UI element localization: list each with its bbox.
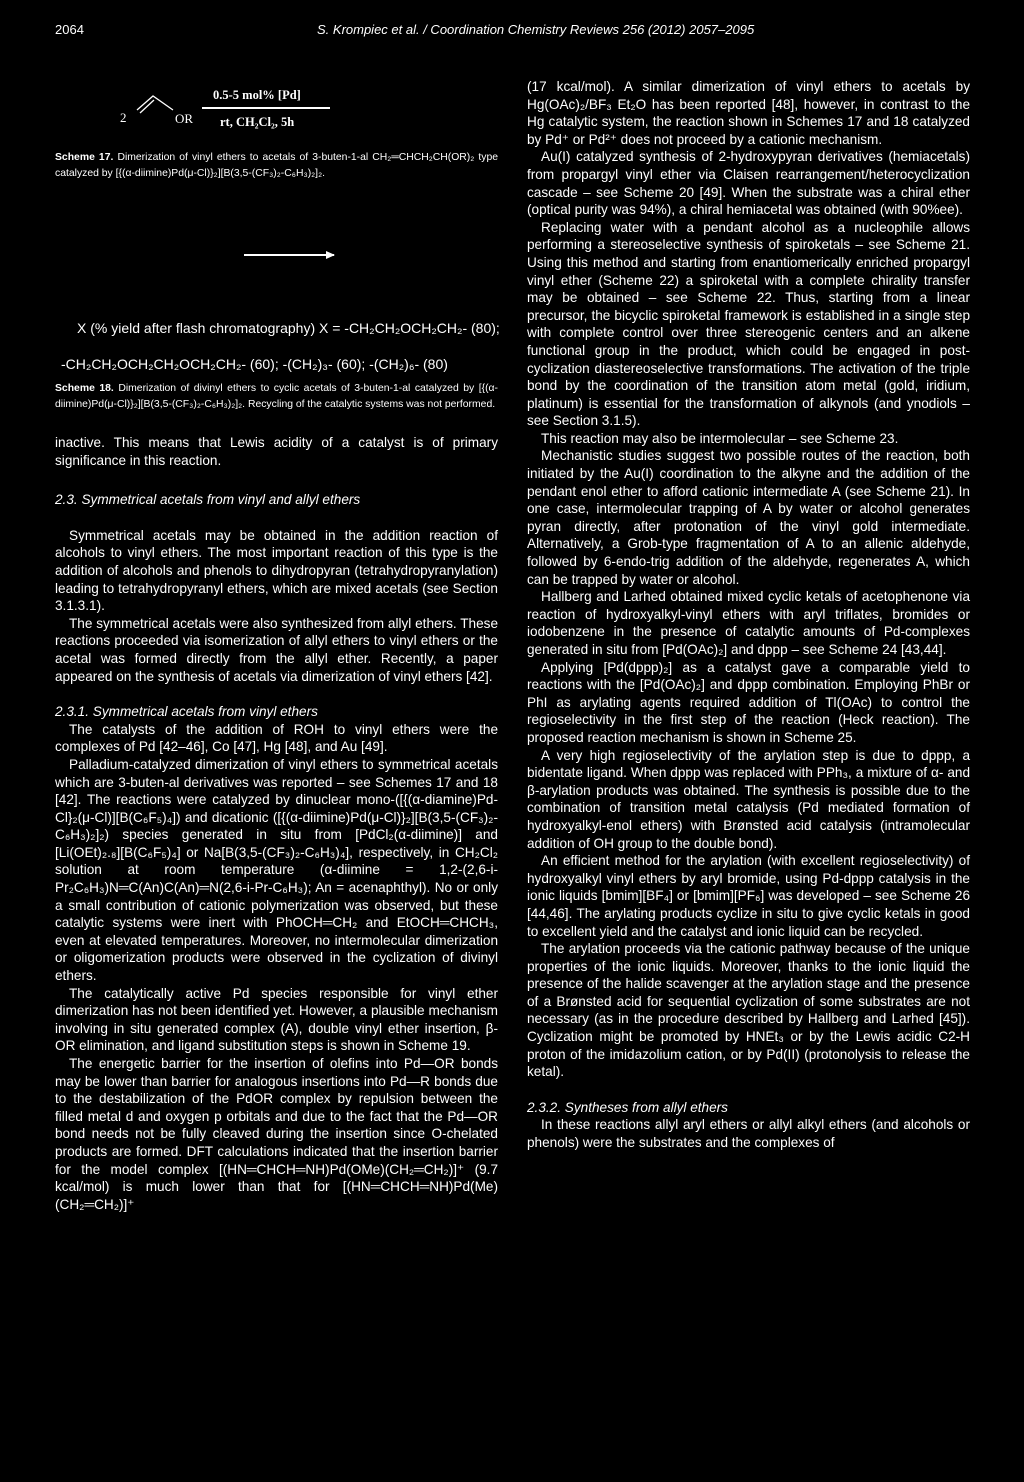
paragraph: The catalytically active Pd species responsible for vinyl ether dimerization has not been identified yet. However, a plausible mechanism involving in situ generated complex (A), double vinyl ether insertion, β-OR elimination, and ligand substitution steps is shown in Scheme 19.	[55, 985, 498, 1054]
arrow-head-icon	[326, 251, 335, 259]
page-number: 2064	[55, 22, 84, 37]
vinyl-ether-structure-icon	[135, 88, 175, 116]
paragraph: Replacing water with a pendant alcohol as a nucleophile allows performing a stereoselective synthesis of spiroketals – see Scheme 21. Using this method and starting from enantiomerically enriched propargyl vinyl ether (Scheme 22) a spiroketal with a complete chirality transfer may be obtained – see Scheme 22. Thus, starting from a linear precursor, the bicyclic spiroketal framework is established in a single step with complete control over three stereogenic centers and an alkene functional group in the product, which could be engaged in post-cyclization diastereoselective transformations. The activation of the triple bond by the coordination of the transition atom metal (gold, iridium, platinum) is essential for the transformation of alkynols (and ynodiols – see Section 3.1.5).	[527, 219, 970, 429]
paragraph: The catalysts of the addition of ROH to vinyl ethers were the complexes of Pd [42–46], Co [47], Hg [48], and Au [49].	[55, 721, 498, 755]
paragraph: In these reactions allyl aryl ethers or allyl alkyl ethers (and alcohols or phenols) were the substrates and the complexes of	[527, 1117, 970, 1151]
paragraph: This reaction may also be intermolecular – see Scheme 23.	[541, 430, 899, 446]
scheme-17-caption-text: Dimerization of vinyl ethers to acetals of 3-buten-1-al CH₂═CHCH₂CH(OR)₂ type catalyzed by [{(α-diimine)Pd(μ-Cl)}₂][B(3,5-(CF₃)₂-C₆H₃)₂]₂.	[55, 152, 498, 179]
scheme-17-substituent: OR	[175, 111, 194, 126]
paragraph: Hallberg and Larhed obtained mixed cyclic ketals of acetophenone via reaction of hydroxyalkyl-vinyl ethers with aryl triflates, bromides or iodobenzene in the presence of catalytic amounts of Pd-complexes generated in situ from [Pd(OAc)₂] and dppp – see Scheme 24 [43,44].	[527, 589, 970, 657]
paragraph: (17 kcal/mol). A similar dimerization of vinyl ethers to acetals by Hg(OAc)₂/BF₃ Et₂O has been reported [48], however, in contrast to the Hg catalytic system, the reaction shown in Schemes 17 and 18 catalyzed by Pd⁺ or Pd²⁺ does not proceed by a cationic mechanism.	[527, 79, 970, 147]
paragraph: Applying [Pd(dppp)₂] as a catalyst gave a comparable yield to reactions with the [Pd(OAc)₂] and dppp combination. Employing PhBr or PhI as arylating agents required addition of Tl(OAc) to control the regioselectivity in the first step of the reaction (Heck reaction). The proposed reaction mechanism is shown in Scheme 25.	[527, 659, 970, 745]
paragraph: Au(I) catalyzed synthesis of 2-hydroxypyran derivatives (hemiacetals) from propargyl vinyl ether via Claisen rearrangement/heterocyclization cascade – see Scheme 20 [49]. When the substrate was a chiral ether (optical purity was 94%), a chiral hemiacetal was obtained (with 90%ee).	[527, 149, 970, 218]
paragraph: Mechanistic studies suggest two possible routes of the reaction, both initiated by the Au(I) coordination to the alkyne and the addition of the pendant enol ether to afford cationic intermediate A (see Scheme 21). In one case, intermolecular trapping of A by water or alcohol generates pyran directly, after protonation of the vinyl gold intermediate. Alternatively, a Grob-type fragmentation of A to an allenic aldehyde, followed by 6-endo-trig addition of the aldehyde, regenerates A, which can be trapped by water or alcohol.	[527, 448, 970, 587]
scheme-18-graphic	[55, 181, 498, 381]
scheme-17-caption	[55, 150, 498, 181]
paragraph: Palladium-catalyzed dimerization of vinyl ethers to symmetrical acetals which are 3-buten-al derivatives was reported – see Schemes 17 and 18 [42]. The reactions were catalyzed by dinuclear mono-([{(α-diamine)Pd-Cl}₂(μ-Cl)][B(C₆F₅)₄]) and dicationic ([{(α-diimine)Pd(μ-Cl)}₂][B(3,5-(CF₃)₂-C₆H₃)₂]₂) species generated in situ from [PdCl₂(α-diimine)] and [Li(OEt)₂.₈][B(C₆F₅)₄] or Na[B(3,5-(CF₃)₂-C₆H₃)₄], respectively, in CH₂Cl₂ solution at room temperature (α-diimine = 1,2-(2,6-i-Pr₂C₆H₃)N═C(An)C(An)═N(2,6-i-Pr-C₆H₃); An = acenaphthyl). No or only a small contribution of cationic polymerization was observed, but these catalytic systems were inert with PhOCH═CH₂ and EtOCH═CHCH₃, even at elevated temperatures. Moreover, no intermolecular dimerization or oligomerization products were observed in the cyclization of divinyl ethers.	[55, 756, 498, 984]
scheme-17-graphic	[55, 78, 498, 150]
scheme-17-condition-top: 0.5-5 mol% [Pd]	[213, 88, 301, 102]
scheme-17-condition-bottom: rt, CH₂Cl₂, 5h	[220, 115, 295, 129]
reaction-arrow	[202, 107, 330, 109]
paragraph: The arylation proceeds via the cationic pathway because of the unique properties of the ionic liquids. Moreover, thanks to the ionic liquid the presence of the halide scavenger at the arylation stage and the presence of a Brønsted acid for sequential cyclization of some substrates are not necessary (as in the procedure described by Hallberg and Larhed [45]). Cyclization might be promoted by HNEt₃ or by the Lewis acidic C2-H proton of the imidazolium cation, or by Pd(II) (protonolysis to release the ketal).	[527, 941, 970, 1080]
page-header	[0, 0, 1024, 60]
scheme-18-caption-text: Dimerization of divinyl ethers to cyclic acetals of 3-buten-1-al catalyzed by [{(α-diimine)Pd(μ-Cl)}₂][B(3,5-(CF₃)₂-C₆H₃)₂]₂. Recycling of the catalytic systems was not performed.	[55, 383, 499, 410]
reaction-arrow	[244, 254, 334, 256]
scheme-18-caption	[55, 381, 498, 412]
scheme-18-x-line-2: -CH₂CH₂OCH₂CH₂OCH₂CH₂- (60); -(CH₂)₃- (60); -(CH₂)₆- (80)	[61, 356, 448, 372]
scheme-17-label: Scheme 17.	[55, 152, 114, 163]
paragraph: Symmetrical acetals may be obtained in the addition reaction of alcohols to vinyl ethers. The most important reaction of this type is the addition of alcohols and phenols to dihydropyran (tetrahydropyranylation) leading to tetrahydropyranyl ethers, which are mixed acetals (see Section 3.1.3.1).	[55, 527, 498, 614]
section-heading-2-3: 2.3. Symmetrical acetals from vinyl and allyl ethers	[55, 492, 361, 508]
scheme-18-x-line-1: X (% yield after flash chromatography) X = -CH₂CH₂OCH₂CH₂- (80);	[77, 320, 500, 336]
left-column	[55, 78, 498, 1213]
section-heading-2-3-2: 2.3.2. Syntheses from allyl ethers	[527, 1099, 728, 1115]
paragraph: An efficient method for the arylation (with excellent regioselectivity) of hydroxyalkyl vinyl ethers by aryl bromide, using Pd-dppp catalysis in the ionic liquids [bmim][BF₄] or [bmim][PF₆] was developed – see Scheme 26 [44,46]. The arylating products cyclize in situ to give cyclic ketals in good to excellent yield and the catalyst and ionic liquid can be recycled.	[527, 853, 970, 939]
right-column	[527, 78, 970, 1152]
paragraph: The symmetrical acetals were also synthesized from allyl ethers. These reactions proceeded via isomerization of allyl ethers to vinyl ethers or the acetal was formed directly from the allyl ether. Recently, a paper appeared on the synthesis of acetals via dimerization of vinyl ethers [42].	[55, 615, 498, 684]
journal-citation: S. Krompiec et al. / Coordination Chemistry Reviews 256 (2012) 2057–2095	[317, 22, 755, 37]
paragraph: The energetic barrier for the insertion of olefins into Pd—OR bonds may be lower than barrier for analogous insertions into Pd—R bonds due to the destabilization of the PdOR complex by repulsion between the filled metal d and oxygen p orbitals and due to the fact that the Pd—OR bond needs not be fully cleaved during the insertion since O-chelated products are formed. DFT calculations indicated that the insertion barrier for the model complex [(HN═CHCH═NH)Pd(OMe)(CH₂═CH₂)]⁺ (9.7 kcal/mol) is much lower than that for [(HN═CHCH═NH)Pd(Me)(CH₂═CH₂)]⁺	[55, 1056, 498, 1212]
scheme-18-label: Scheme 18.	[55, 383, 114, 394]
scheme-17-coefficient: 2	[120, 110, 127, 125]
paragraph: inactive. This means that Lewis acidity of a catalyst is of primary significance in this reaction.	[55, 435, 498, 468]
section-heading-2-3-1: 2.3.1. Symmetrical acetals from vinyl ethers	[55, 704, 318, 720]
paragraph: A very high regioselectivity of the arylation step is due to dppp, a bidentate ligand. When dppp was replaced with PPh₃, a mixture of α- and β-arylation products was obtained. The synthesis is possible due to the combination of transition metal catalysis (Pd mediated formation of hydroxyalkyl-enol ethers) with Brønsted acid catalysis (intramolecular addition of OH group to the double bond).	[527, 747, 970, 851]
